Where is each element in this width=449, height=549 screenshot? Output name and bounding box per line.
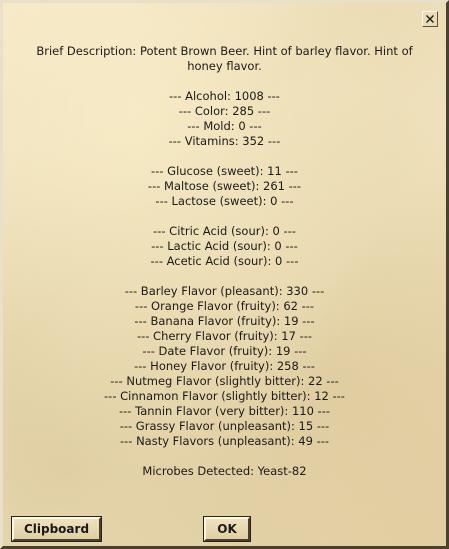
vitamins-stat: --- Vitamins: 352 --- [168,134,281,148]
banana-flavor-stat: --- Banana Flavor (fruity): 19 --- [134,314,315,328]
honey-flavor-stat: --- Honey Flavor (fruity): 258 --- [134,359,315,373]
acids-group [13,224,436,269]
acetic-acid-stat: --- Acetic Acid (sour): 0 --- [150,254,299,268]
tannin-flavor-stat: --- Tannin Flavor (very bitter): 110 --- [118,404,330,418]
color-stat: --- Color: 285 --- [178,104,271,118]
brief-description: Brief Description: Potent Brown Beer. Hint of barley flavor. Hint of honey flavor. [36,44,413,73]
nutmeg-flavor-stat: --- Nutmeg Flavor (slightly bitter): 22 --- [110,374,339,388]
glucose-stat: --- Glucose (sweet): 11 --- [151,164,298,178]
sugars-group [13,164,436,209]
grassy-flavor-stat: --- Grassy Flavor (unpleasant): 15 --- [119,419,330,433]
cinnamon-flavor-stat: --- Cinnamon Flavor (slightly bitter): 12 --- [104,389,345,403]
orange-flavor-stat: --- Orange Flavor (fruity): 62 --- [134,299,315,313]
basic-stats-group [13,89,436,149]
citric-acid-stat: --- Citric Acid (sour): 0 --- [153,224,296,238]
lactic-acid-stat: --- Lactic Acid (sour): 0 --- [151,239,298,253]
close-icon [425,14,435,24]
mold-stat: --- Mold: 0 --- [187,119,262,133]
microbes-detected: Microbes Detected: Yeast-82 [142,464,307,478]
analysis-content [13,44,436,479]
nasty-flavors-stat: --- Nasty Flavors (unpleasant): 49 --- [119,434,330,448]
maltose-stat: --- Maltose (sweet): 261 --- [147,179,302,193]
cherry-flavor-stat: --- Cherry Flavor (fruity): 17 --- [136,329,313,343]
clipboard-button[interactable]: Clipboard [12,517,101,541]
alcohol-stat: --- Alcohol: 1008 --- [169,89,280,103]
ok-button[interactable]: OK [204,517,250,541]
date-flavor-stat: --- Date Flavor (fruity): 19 --- [142,344,307,358]
close-button[interactable] [422,11,438,27]
flavors-group [13,284,436,449]
barley-flavor-stat: --- Barley Flavor (pleasant): 330 --- [124,284,325,298]
lactose-stat: --- Lactose (sweet): 0 --- [155,194,294,208]
